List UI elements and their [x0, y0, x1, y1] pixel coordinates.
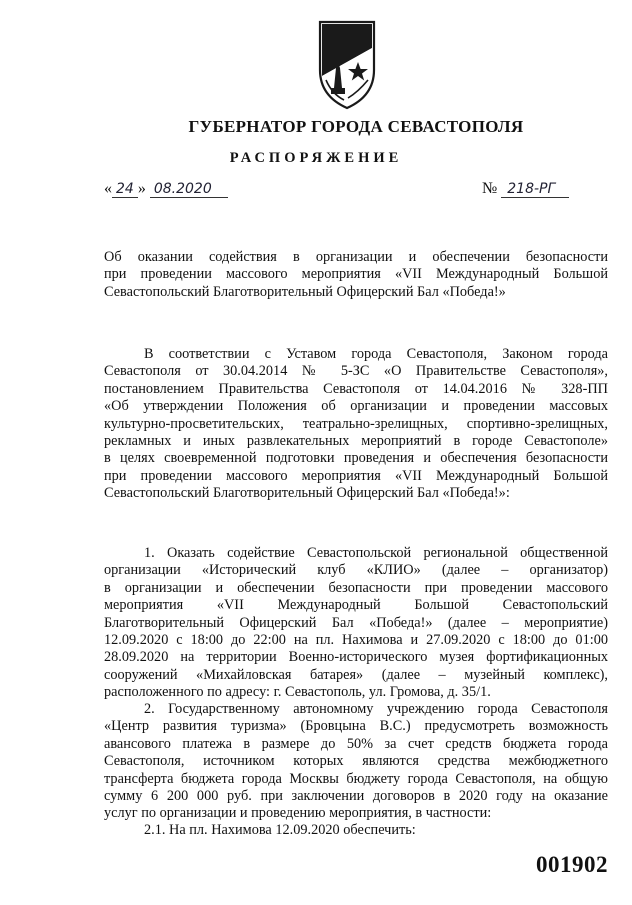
item-2-line: 2. Государственному автономному учреждению города Севастополя	[144, 701, 608, 717]
subject-line: при проведении массового мероприятия «VII Международный Большой	[104, 266, 608, 283]
item-2-1-line: 2.1. На пл. Нахимова 12.09.2020 обеспечить:	[144, 822, 416, 838]
preamble-line: рекламных и иных развлекательных мероприятий в городе Севастополе»	[104, 433, 608, 450]
item-2-line: услуг по организации и проведению мероприятия, в частности:	[104, 805, 492, 822]
preamble-paragraph	[104, 346, 608, 503]
date-day-handwritten: 24	[112, 181, 138, 198]
item-2-line: Севастополя, источником которых являются средства межбюджетного	[104, 753, 608, 770]
preamble-line: культурно-просветительских, театрально-зрелищных, спортивно-зрелищных,	[104, 415, 608, 432]
item-1-line: мероприятия «VII Международный Большой Севастопольский	[104, 597, 608, 614]
item-1-line: 28.09.2020 на территории Военно-исторического музея фортификационных	[104, 649, 608, 666]
preamble-line: при проведении массового мероприятия «VII Международный Большой	[104, 467, 608, 484]
preamble-line: в целях своевременной подготовки проведения и обеспечения безопасности	[104, 450, 608, 467]
item-1-line: в организации и обеспечении безопасности при проведении массового	[104, 579, 608, 596]
item-2-line: авансового платежа в размере до 50% за счет средств бюджета города	[104, 735, 608, 752]
preamble-line: Севастополя от 30.04.2014 № 5-ЗС «О Правительстве Севастополя»,	[104, 363, 608, 380]
item-1-line: организации «Исторический клуб «КЛИО» (далее – организатор)	[104, 562, 608, 579]
item-1-paragraph	[104, 545, 608, 702]
issuing-authority: ГУБЕРНАТОР ГОРОДА СЕВАСТОПОЛЯ	[188, 117, 524, 136]
preamble-line: постановлением Правительства Севастополя от 14.04.2016 № 328-ПП	[104, 380, 608, 397]
item-2-paragraph	[104, 701, 608, 823]
preamble-line: В соответствии с Уставом города Севастополя, Законом города	[144, 346, 608, 362]
sevastopol-coat-of-arms-icon	[314, 18, 380, 110]
item-1-line: Благотворительный Офицерский Бал «Победа!» (далее – мероприятие)	[104, 614, 608, 631]
document-type: РАСПОРЯЖЕНИЕ	[229, 150, 403, 166]
document-number	[482, 180, 569, 198]
date-open-quote: «	[104, 180, 112, 197]
subject-line: Севастопольский Благотворительный Офицерский Бал «Победа!»	[104, 283, 506, 300]
subject-line: Об оказании содействия в организации и обеспечении безопасности	[104, 249, 608, 265]
item-2-line: трансферта бюджета города Москвы бюджету города Севастополя, на общую	[104, 770, 608, 787]
item-1-line: сооружений «Михайловская батарея» (далее – музейный комплекс),	[104, 666, 608, 683]
item-1-line: 12.09.2020 с 18:00 до 22:00 на пл. Нахимова и 27.09.2020 с 18:00 до 01:00	[104, 632, 608, 649]
document-date	[104, 180, 228, 198]
item-2-1-paragraph	[104, 822, 608, 839]
item-1-line: расположенного по адресу: г. Севастополь, ул. Громова, д. 35/1.	[104, 684, 491, 701]
item-2-line: сумму 6 200 000 руб. при заключении договоров в 2020 году на оказание	[104, 788, 608, 805]
item-2-line: «Центр развития туризма» (Бровцына В.С.) предусмотреть возможность	[104, 718, 608, 735]
preamble-line: «Об утверждении Положения об организации и проведении массовых	[104, 398, 608, 415]
number-value-handwritten: 218-РГ	[501, 181, 569, 198]
date-month-year-handwritten: 08.2020	[150, 181, 228, 198]
preamble-line: Севастопольский Благотворительный Офицерский Бал «Победа!»:	[104, 485, 510, 502]
item-1-line: 1. Оказать содействие Севастопольской региональной общественной	[144, 545, 608, 561]
number-label: №	[482, 180, 498, 197]
form-serial-number: 001902	[536, 852, 608, 877]
date-close-quote: »	[137, 180, 146, 197]
document-subject	[104, 249, 608, 301]
